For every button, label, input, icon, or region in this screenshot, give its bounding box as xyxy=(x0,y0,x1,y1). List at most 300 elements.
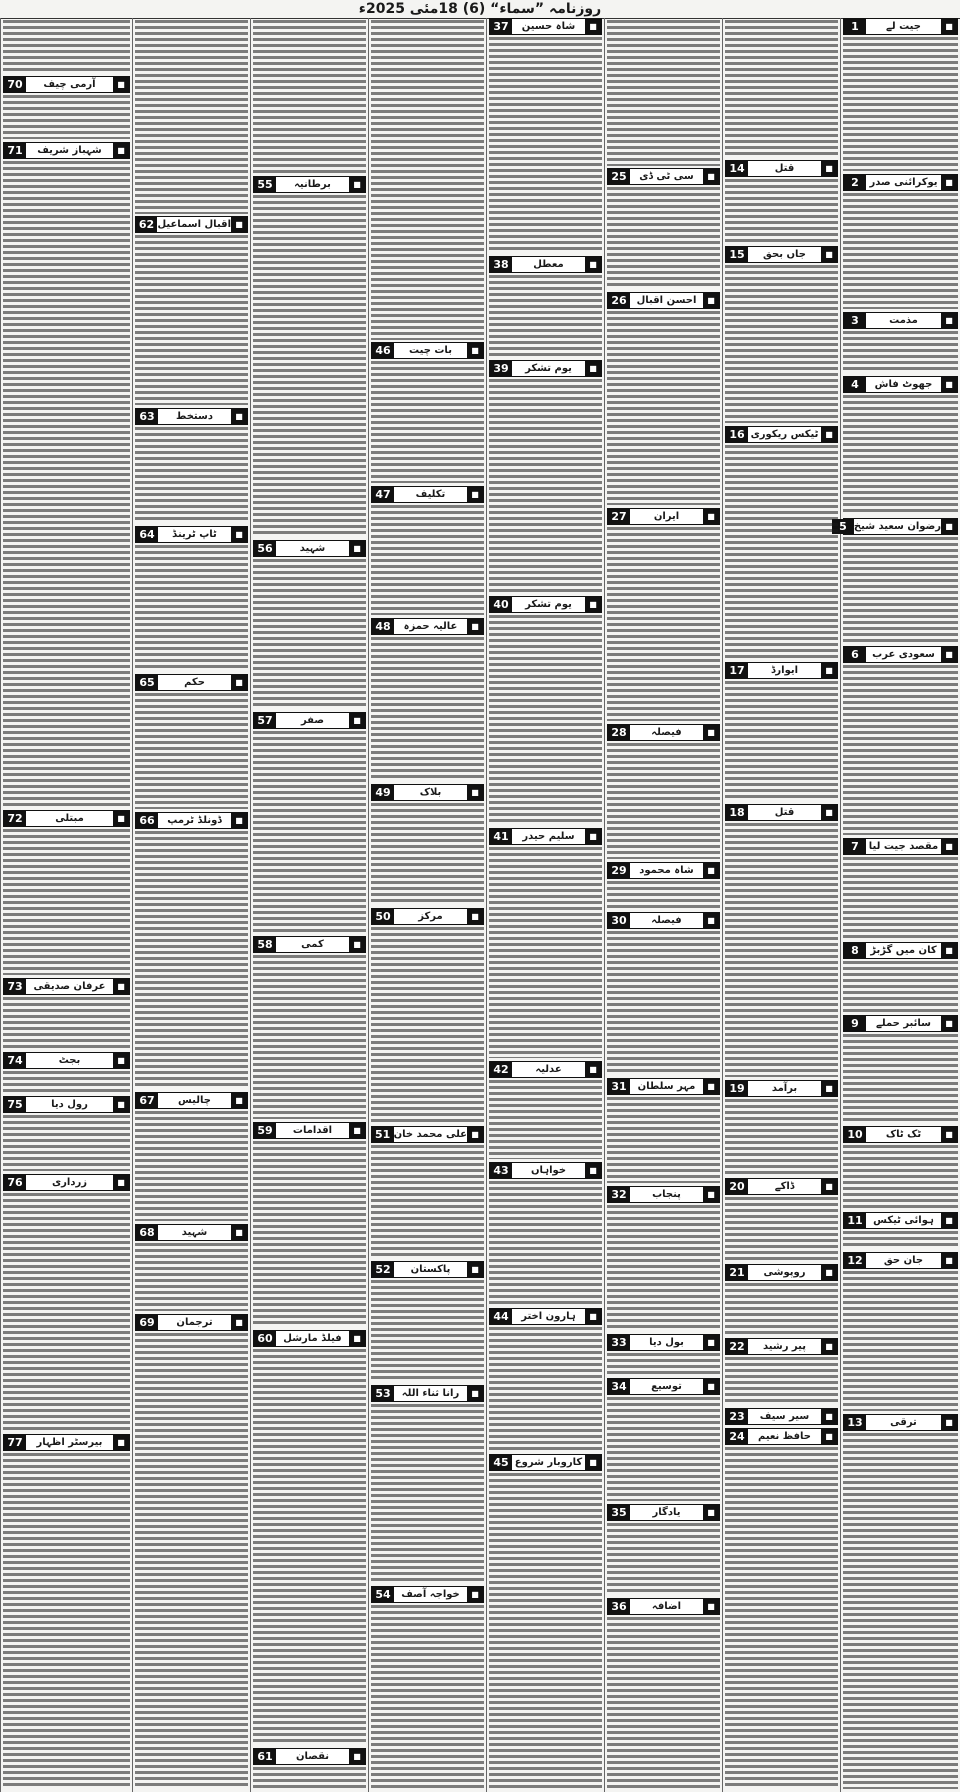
story-headline xyxy=(3,1174,130,1191)
story-text xyxy=(725,1447,838,1789)
news-column xyxy=(604,18,722,1792)
story-tag-icon: ■ xyxy=(349,177,365,192)
story-number: 20 xyxy=(726,1179,748,1194)
story-headline xyxy=(253,936,366,953)
story-number: 18 xyxy=(726,805,748,820)
story-tag-icon: ■ xyxy=(941,19,957,34)
story-headline xyxy=(135,1092,248,1109)
story-title: اقبال اسماعیل xyxy=(157,219,231,230)
story-title: جان حق xyxy=(883,1255,924,1266)
story-headline xyxy=(489,828,602,845)
story-number: 35 xyxy=(608,1505,630,1520)
story-tag-icon: ■ xyxy=(941,1253,957,1268)
story-title: اقدامات xyxy=(292,1125,333,1136)
story-text xyxy=(135,545,248,671)
story-headline xyxy=(489,1308,602,1325)
story-number: 6 xyxy=(844,647,866,662)
story-title: تکلیف xyxy=(415,489,446,500)
story-text xyxy=(371,1605,484,1789)
story-text xyxy=(607,311,720,505)
story-tag-icon: ■ xyxy=(941,1016,957,1031)
story-title: یوکرائنی صدر xyxy=(869,177,938,188)
story-title: توسیع xyxy=(651,1381,682,1392)
story-title: عدلیہ xyxy=(535,1064,562,1075)
story-title: رانا ثناء اللہ xyxy=(401,1388,460,1399)
story-number: 27 xyxy=(608,509,630,524)
story-number: 23 xyxy=(726,1409,748,1424)
story-text xyxy=(725,20,838,158)
story-text xyxy=(371,1404,484,1583)
story-text xyxy=(3,161,130,807)
story-text xyxy=(253,559,366,709)
story-tag-icon: ■ xyxy=(941,313,957,328)
story-title: ترجمان xyxy=(176,1317,213,1328)
story-title: ٹاپ ٹرینڈ xyxy=(172,529,217,540)
story-number: 1 xyxy=(844,19,866,34)
story-tag-icon: ■ xyxy=(231,1315,247,1330)
story-number: 47 xyxy=(372,487,394,502)
story-headline xyxy=(489,360,602,377)
story-title: مرکز xyxy=(418,911,443,922)
story-number: 70 xyxy=(4,77,26,92)
story-text xyxy=(135,427,248,523)
story-number: 44 xyxy=(490,1309,512,1324)
story-tag-icon: ■ xyxy=(585,1455,601,1470)
story-tag-icon: ■ xyxy=(349,713,365,728)
story-headline xyxy=(135,408,248,425)
story-headline xyxy=(607,862,720,879)
story-text xyxy=(843,665,958,835)
masthead-title: روزنامہ ”سماء“ (6) 18مئی 2025ء xyxy=(358,1,602,17)
story-headline xyxy=(371,618,484,635)
story-text xyxy=(843,1145,958,1209)
story-tag-icon: ■ xyxy=(585,1062,601,1077)
story-tag-icon: ■ xyxy=(821,1081,837,1096)
story-tag-icon: ■ xyxy=(585,257,601,272)
story-text xyxy=(253,731,366,933)
story-text xyxy=(725,1099,838,1175)
story-tag-icon: ■ xyxy=(113,143,129,158)
story-number: 52 xyxy=(372,1262,394,1277)
story-number: 19 xyxy=(726,1081,748,1096)
story-text xyxy=(135,831,248,1089)
story-number: 28 xyxy=(608,725,630,740)
story-headline xyxy=(3,1052,130,1069)
story-headline xyxy=(253,176,366,193)
story-number: 9 xyxy=(844,1016,866,1031)
story-title: صفر xyxy=(300,715,325,726)
story-number: 32 xyxy=(608,1187,630,1202)
story-number: 71 xyxy=(4,143,26,158)
story-text xyxy=(607,527,720,721)
story-title: جھوٹ فاش xyxy=(874,379,933,390)
story-tag-icon: ■ xyxy=(585,1309,601,1324)
news-column xyxy=(0,18,132,1792)
story-tag-icon: ■ xyxy=(349,1749,365,1764)
story-tag-icon: ■ xyxy=(941,1415,957,1430)
story-text xyxy=(489,275,602,357)
story-number: 43 xyxy=(490,1163,512,1178)
story-headline xyxy=(253,1330,366,1347)
story-title: یادگار xyxy=(652,1507,681,1518)
story-text xyxy=(3,1453,130,1789)
story-title: سلیم حیدر xyxy=(522,831,575,842)
story-headline xyxy=(843,838,958,855)
story-text xyxy=(843,537,958,643)
story-number: 40 xyxy=(490,597,512,612)
story-number: 26 xyxy=(608,293,630,308)
story-text xyxy=(253,1767,366,1789)
story-headline xyxy=(607,1078,720,1095)
story-title: کمی xyxy=(301,939,324,950)
story-text xyxy=(135,1333,248,1789)
story-headline xyxy=(253,712,366,729)
story-number: 77 xyxy=(4,1435,26,1450)
story-text xyxy=(489,1327,602,1451)
story-text xyxy=(725,681,838,801)
story-text xyxy=(843,857,958,939)
story-title: اضافہ xyxy=(651,1601,682,1612)
story-title: شہید xyxy=(299,543,326,554)
story-tag-icon: ■ xyxy=(941,519,957,534)
story-title: ٹیکس ریکوری xyxy=(750,429,819,440)
story-text xyxy=(607,187,720,289)
story-number: 33 xyxy=(608,1335,630,1350)
story-number: 55 xyxy=(254,177,276,192)
story-tag-icon: ■ xyxy=(821,161,837,176)
story-tag-icon: ■ xyxy=(113,1175,129,1190)
story-text xyxy=(489,615,602,825)
story-headline xyxy=(843,376,958,393)
story-headline xyxy=(725,662,838,679)
story-tag-icon: ■ xyxy=(821,1409,837,1424)
story-title: کان میں گڑبڑ xyxy=(870,945,937,956)
story-text xyxy=(607,931,720,1075)
story-headline xyxy=(843,1126,958,1143)
story-title: پنجاب xyxy=(652,1189,681,1200)
story-number: 31 xyxy=(608,1079,630,1094)
story-headline xyxy=(489,596,602,613)
story-tag-icon: ■ xyxy=(231,1225,247,1240)
story-number: 74 xyxy=(4,1053,26,1068)
story-headline xyxy=(3,810,130,827)
story-tag-icon: ■ xyxy=(467,343,483,358)
story-headline xyxy=(607,168,720,185)
story-tag-icon: ■ xyxy=(703,1079,719,1094)
story-title: خواہاں xyxy=(530,1165,567,1176)
story-title: قتل xyxy=(774,807,795,818)
story-tag-icon: ■ xyxy=(467,1587,483,1602)
news-column xyxy=(722,18,840,1792)
story-title: یوم تشکر xyxy=(525,599,572,610)
story-headline xyxy=(371,1126,484,1143)
story-headline xyxy=(843,18,958,35)
story-headline xyxy=(843,1015,958,1032)
story-headline xyxy=(135,216,248,233)
story-number: 3 xyxy=(844,313,866,328)
story-title: بول دیا xyxy=(649,1337,684,1348)
story-text xyxy=(725,1283,838,1335)
story-number: 76 xyxy=(4,1175,26,1190)
story-headline xyxy=(607,292,720,309)
story-number: 73 xyxy=(4,979,26,994)
story-headline xyxy=(3,978,130,995)
story-headline xyxy=(725,426,838,443)
story-headline xyxy=(607,1334,720,1351)
story-title: جیت لے xyxy=(886,21,921,32)
story-tag-icon: ■ xyxy=(585,361,601,376)
story-headline xyxy=(725,246,838,263)
story-tag-icon: ■ xyxy=(703,863,719,878)
story-number: 60 xyxy=(254,1331,276,1346)
story-headline xyxy=(607,1378,720,1395)
story-tag-icon: ■ xyxy=(585,597,601,612)
story-text xyxy=(371,1280,484,1382)
story-headline xyxy=(489,256,602,273)
story-number: 14 xyxy=(726,161,748,176)
story-title: سیر سیف xyxy=(759,1411,810,1422)
story-number: 25 xyxy=(608,169,630,184)
story-text xyxy=(371,637,484,781)
story-headline xyxy=(843,646,958,663)
story-text xyxy=(607,1353,720,1375)
story-number: 75 xyxy=(4,1097,26,1112)
story-title: حکم xyxy=(184,677,205,688)
story-tag-icon: ■ xyxy=(231,217,247,232)
story-tag-icon: ■ xyxy=(467,909,483,924)
story-title: فیصلہ xyxy=(651,915,682,926)
story-title: سی ٹی ڈی xyxy=(639,171,694,182)
story-text xyxy=(371,361,484,483)
story-text xyxy=(607,1523,720,1595)
story-number: 50 xyxy=(372,909,394,924)
story-headline xyxy=(843,312,958,329)
story-number: 46 xyxy=(372,343,394,358)
story-tag-icon: ■ xyxy=(467,1386,483,1401)
story-number: 7 xyxy=(844,839,866,854)
story-number: 51 xyxy=(372,1127,394,1142)
story-headline xyxy=(489,18,602,35)
story-text xyxy=(607,1205,720,1331)
story-headline xyxy=(607,1186,720,1203)
story-tag-icon: ■ xyxy=(467,487,483,502)
story-number: 21 xyxy=(726,1265,748,1280)
story-headline xyxy=(135,1224,248,1241)
story-tag-icon: ■ xyxy=(467,785,483,800)
story-title: پاکستان xyxy=(410,1264,451,1275)
story-tag-icon: ■ xyxy=(231,409,247,424)
story-tag-icon: ■ xyxy=(941,175,957,190)
story-title: عالیہ حمزہ xyxy=(403,621,458,632)
story-title: شہید xyxy=(181,1227,208,1238)
story-tag-icon: ■ xyxy=(349,541,365,556)
story-headline xyxy=(725,160,838,177)
story-text xyxy=(3,95,130,139)
story-title: شاہ محمود xyxy=(639,865,694,876)
story-text xyxy=(843,193,958,309)
story-number: 30 xyxy=(608,913,630,928)
story-tag-icon: ■ xyxy=(703,913,719,928)
story-number: 41 xyxy=(490,829,512,844)
story-tag-icon: ■ xyxy=(703,293,719,308)
story-text xyxy=(371,927,484,1123)
story-text xyxy=(843,1433,958,1789)
story-headline xyxy=(725,1264,838,1281)
story-number: 12 xyxy=(844,1253,866,1268)
story-title: عرفان صدیقی xyxy=(33,981,106,992)
story-tag-icon: ■ xyxy=(821,1429,837,1444)
story-headline xyxy=(253,1748,366,1765)
story-title: رول دیا xyxy=(51,1099,88,1110)
story-text xyxy=(253,955,366,1119)
story-title: آرمی چیف xyxy=(43,79,96,90)
story-headline xyxy=(607,724,720,741)
story-number: 53 xyxy=(372,1386,394,1401)
story-text xyxy=(725,823,838,1077)
story-title: روپوشی xyxy=(763,1267,806,1278)
story-title: زرداری xyxy=(52,1177,87,1188)
story-tag-icon: ■ xyxy=(703,1379,719,1394)
story-title: مہر سلطان xyxy=(637,1081,696,1092)
story-tag-icon: ■ xyxy=(585,829,601,844)
news-column xyxy=(486,18,604,1792)
story-title: شاہ حسین xyxy=(521,21,576,32)
story-headline xyxy=(489,1162,602,1179)
story-text xyxy=(489,847,602,1058)
story-title: جاں بحق xyxy=(763,249,806,260)
story-headline xyxy=(843,942,958,959)
news-column xyxy=(840,18,960,1792)
story-tag-icon: ■ xyxy=(467,1127,483,1142)
story-number: 42 xyxy=(490,1062,512,1077)
story-headline xyxy=(371,1261,484,1278)
story-title: احسن اقبال xyxy=(636,295,697,306)
story-headline xyxy=(135,674,248,691)
story-tag-icon: ■ xyxy=(941,647,957,662)
story-tag-icon: ■ xyxy=(349,1123,365,1138)
story-text xyxy=(843,1271,958,1411)
story-text xyxy=(489,37,602,253)
story-text xyxy=(843,37,958,171)
story-title: پیر رشید xyxy=(763,1341,806,1352)
story-number: 69 xyxy=(136,1315,158,1330)
story-text xyxy=(253,20,366,174)
story-text xyxy=(135,1243,248,1311)
story-text xyxy=(3,997,130,1049)
story-text xyxy=(3,20,130,74)
story-headline xyxy=(371,1586,484,1603)
story-title: ڈاکے xyxy=(774,1181,795,1192)
story-text xyxy=(489,1473,602,1789)
story-text xyxy=(843,331,958,373)
story-text xyxy=(253,1141,366,1327)
story-number: 49 xyxy=(372,785,394,800)
story-title: بات چیت xyxy=(409,345,452,356)
story-headline xyxy=(3,1096,130,1113)
story-title: مذمت xyxy=(889,315,918,326)
story-text xyxy=(725,445,838,659)
story-title: کاروبار شروع xyxy=(514,1457,583,1468)
story-headline xyxy=(135,1314,248,1331)
story-number: 54 xyxy=(372,1587,394,1602)
story-number: 66 xyxy=(136,813,158,828)
story-number: 59 xyxy=(254,1123,276,1138)
story-tag-icon: ■ xyxy=(821,1265,837,1280)
story-text xyxy=(843,395,958,515)
story-title: قتل xyxy=(774,163,795,174)
story-title: ہوائی ٹیکس xyxy=(873,1215,934,1226)
story-headline xyxy=(253,540,366,557)
story-number: 39 xyxy=(490,361,512,376)
story-text xyxy=(607,1397,720,1501)
story-number: 37 xyxy=(490,19,512,34)
story-tag-icon: ■ xyxy=(941,943,957,958)
story-title: دستخط xyxy=(176,411,213,422)
story-tag-icon: ■ xyxy=(821,247,837,262)
story-title: برطانیہ xyxy=(294,179,331,190)
story-number: 2 xyxy=(844,175,866,190)
story-title: ٹک ٹاک xyxy=(885,1129,922,1140)
story-number: 5 xyxy=(832,519,854,534)
story-headline xyxy=(253,1122,366,1139)
story-text xyxy=(253,195,366,537)
story-tag-icon: ■ xyxy=(349,1331,365,1346)
story-headline xyxy=(135,526,248,543)
story-tag-icon: ■ xyxy=(941,839,957,854)
news-column xyxy=(368,18,486,1792)
story-headline xyxy=(725,1178,838,1195)
story-tag-icon: ■ xyxy=(467,619,483,634)
story-text xyxy=(489,379,602,593)
story-number: 24 xyxy=(726,1429,748,1444)
story-text xyxy=(725,1357,838,1405)
story-text xyxy=(135,20,248,214)
story-number: 29 xyxy=(608,863,630,878)
story-text xyxy=(3,1071,130,1093)
story-title: ایران xyxy=(653,511,680,522)
story-title: سعودی عرب xyxy=(872,649,935,660)
story-headline xyxy=(607,508,720,525)
story-title: بیرسٹر اظہار xyxy=(36,1437,103,1448)
story-headline xyxy=(725,1428,838,1445)
story-tag-icon: ■ xyxy=(113,811,129,826)
story-headline xyxy=(489,1061,602,1078)
story-headline xyxy=(843,1414,958,1431)
story-tag-icon: ■ xyxy=(113,1097,129,1112)
story-title: شہباز شریف xyxy=(37,145,102,156)
story-number: 64 xyxy=(136,527,158,542)
story-number: 4 xyxy=(844,377,866,392)
story-text xyxy=(607,881,720,909)
story-headline xyxy=(725,1338,838,1355)
story-tag-icon: ■ xyxy=(703,1599,719,1614)
story-tag-icon: ■ xyxy=(231,813,247,828)
story-title: مبتلی xyxy=(55,813,84,824)
story-number: 48 xyxy=(372,619,394,634)
story-tag-icon: ■ xyxy=(703,169,719,184)
story-text xyxy=(843,1231,958,1249)
story-tag-icon: ■ xyxy=(113,979,129,994)
story-headline xyxy=(607,1504,720,1521)
story-text xyxy=(725,179,838,243)
story-text xyxy=(371,505,484,615)
story-tag-icon: ■ xyxy=(821,1339,837,1354)
story-title: نقصان xyxy=(295,1751,330,1762)
story-headline xyxy=(371,1385,484,1402)
story-title: حافظ نعیم xyxy=(757,1431,812,1442)
story-headline xyxy=(725,804,838,821)
story-tag-icon: ■ xyxy=(113,1435,129,1450)
